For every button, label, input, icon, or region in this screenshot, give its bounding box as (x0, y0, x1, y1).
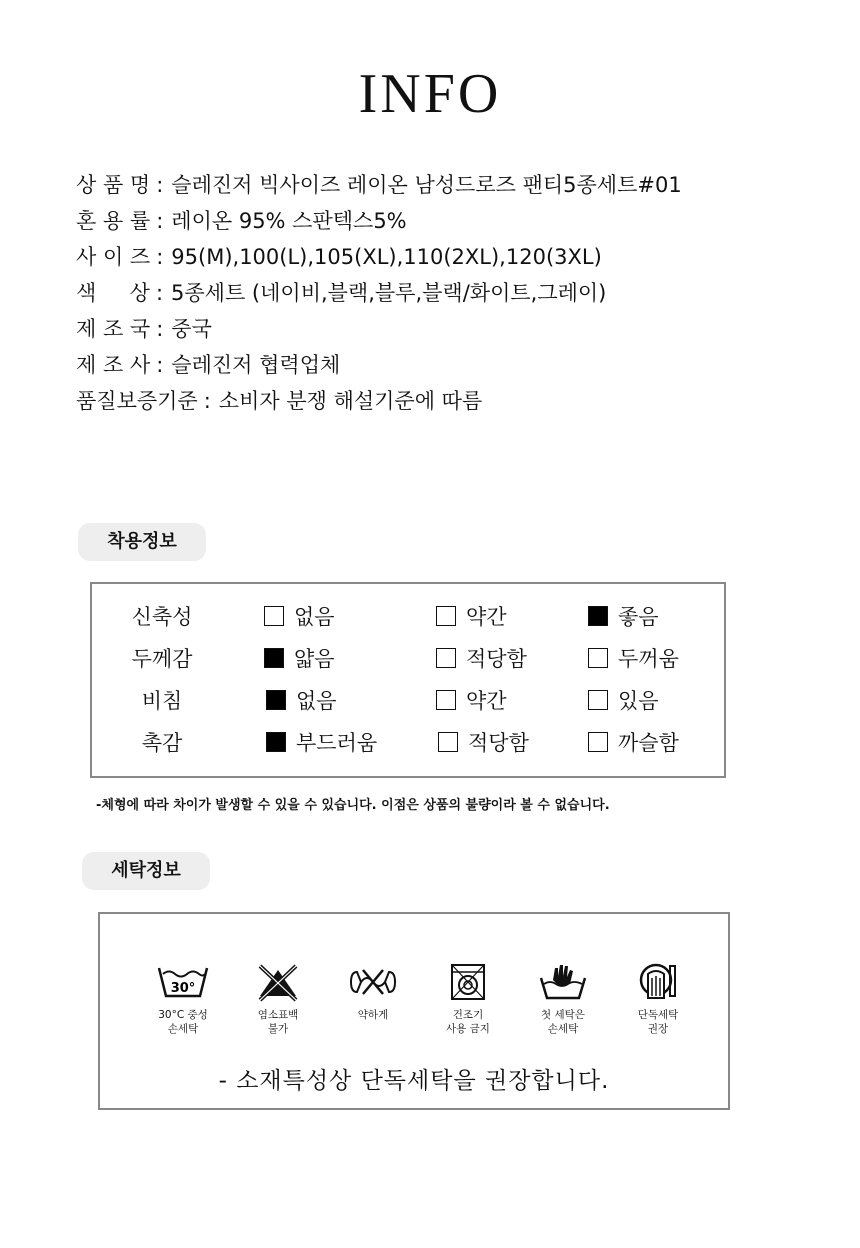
wear-option (436, 599, 507, 635)
info-value: 슬레진저 빅사이즈 레이온 남성드로즈 팬티5종세트#01 (171, 173, 682, 197)
wash-item (241, 962, 315, 1036)
checkbox (588, 732, 608, 752)
info-value: 레이온 95% 스판텍스5% (171, 209, 407, 233)
option-label: 부드러움 (296, 731, 378, 755)
option-label: 좋음 (618, 605, 659, 629)
info-label: 색 상 (76, 281, 150, 305)
wear-row-texture (92, 725, 728, 763)
info-row-size (76, 240, 816, 276)
wear-option (588, 683, 659, 719)
option-label: 까슬함 (618, 731, 679, 755)
wash-label: 첫 세탁은 손세탁 (541, 1009, 585, 1035)
wear-row-stretch (92, 599, 728, 637)
separate-wash-icon (630, 962, 686, 1002)
wash-label: 30°C 중성 손세탁 (158, 1009, 208, 1035)
option-label: 없음 (294, 605, 335, 629)
info-label: 상 품 명 (76, 173, 151, 197)
wear-row-label: 신축성 (131, 605, 193, 629)
info-separator: : (155, 281, 164, 305)
wash-label: 건조기 사용 금지 (446, 1009, 490, 1035)
checkbox (588, 648, 608, 668)
no-tumble-dry-icon (440, 962, 496, 1002)
option-label: 얇음 (294, 647, 335, 671)
wear-info-table (90, 582, 726, 778)
info-separator: : (156, 245, 164, 269)
info-row-color (76, 276, 816, 312)
wear-row-thickness (92, 641, 728, 679)
info-value: 95(M),100(L),105(XL),110(2XL),120(3XL) (171, 245, 602, 269)
info-separator: : (156, 317, 164, 341)
wear-row-sheerness (92, 683, 728, 721)
info-row-warranty (76, 384, 816, 420)
option-label: 없음 (296, 689, 337, 713)
wash-temp-badge: 30° (170, 981, 196, 996)
wash-item (621, 962, 695, 1036)
wash-label: 약하게 (357, 1009, 389, 1021)
info-row-material (76, 204, 816, 240)
info-value: 5종세트 (네이비,블랙,블루,블랙/화이트,그레이) (171, 281, 607, 305)
wear-option (436, 683, 507, 719)
info-label: 사 이 즈 (76, 245, 151, 269)
checkbox (588, 606, 608, 626)
wear-option (264, 599, 335, 635)
wear-option (588, 599, 659, 635)
checkbox (266, 690, 286, 710)
wear-row-label: 두께감 (131, 647, 193, 671)
info-label: 혼 용 률 (76, 209, 151, 233)
page-title: INFO (358, 63, 502, 125)
wash-item (146, 962, 220, 1036)
checkbox (588, 690, 608, 710)
info-row-maker (76, 348, 816, 384)
info-label: 제 조 사 (76, 353, 151, 377)
wear-option (266, 683, 337, 719)
checkbox (436, 648, 456, 668)
wear-row-label: 비침 (141, 689, 183, 713)
wear-note: -체형에 따라 차이가 발생할 수 있을 수 있습니다. 이점은 상품의 불량이라 볼 수 없습니다. (96, 798, 610, 813)
option-label: 있음 (618, 689, 659, 713)
info-value: 슬레진저 협력업체 (171, 353, 341, 377)
hand-wash-icon (535, 962, 591, 1002)
info-value: 중국 (171, 317, 212, 341)
wash-info-panel (98, 912, 730, 1110)
option-label: 약간 (466, 605, 507, 629)
wash-label: 단독세탁 권장 (637, 1009, 679, 1035)
wash-label: 염소표백 불가 (257, 1009, 299, 1035)
info-label: 품질보증기준 (76, 389, 198, 413)
wear-option (264, 641, 335, 677)
wear-option (588, 641, 679, 677)
info-row-country (76, 312, 816, 348)
info-separator: : (156, 353, 164, 377)
checkbox (436, 690, 456, 710)
wear-option (588, 725, 679, 761)
wash-30-icon (155, 962, 211, 1002)
option-label: 약간 (466, 689, 507, 713)
info-separator: : (156, 209, 164, 233)
no-bleach-icon (250, 962, 306, 1002)
info-value: 소비자 분쟁 해설기준에 따름 (218, 389, 483, 413)
checkbox (264, 606, 284, 626)
option-label: 적당함 (466, 647, 527, 671)
checkbox (436, 606, 456, 626)
wash-item (336, 962, 410, 1022)
wear-option (438, 725, 529, 761)
wear-info-tag: 착용정보 (78, 523, 206, 561)
wash-note: - 소재특성상 단독세탁을 권장합니다. (218, 1068, 610, 1094)
wear-row-label: 촉감 (141, 731, 183, 755)
checkbox (438, 732, 458, 752)
option-label: 적당함 (468, 731, 529, 755)
info-separator: : (156, 173, 164, 197)
option-label: 두꺼움 (618, 647, 679, 671)
no-wring-icon (345, 962, 401, 1002)
info-row-name (76, 168, 816, 204)
info-separator: : (203, 389, 211, 413)
info-label: 제 조 국 (76, 317, 151, 341)
wash-item (526, 962, 600, 1036)
checkbox (266, 732, 286, 752)
wash-info-tag: 세탁정보 (82, 852, 210, 890)
wear-option (436, 641, 527, 677)
checkbox (264, 648, 284, 668)
wash-item (431, 962, 505, 1036)
product-info (76, 168, 816, 420)
wear-option (266, 725, 377, 761)
